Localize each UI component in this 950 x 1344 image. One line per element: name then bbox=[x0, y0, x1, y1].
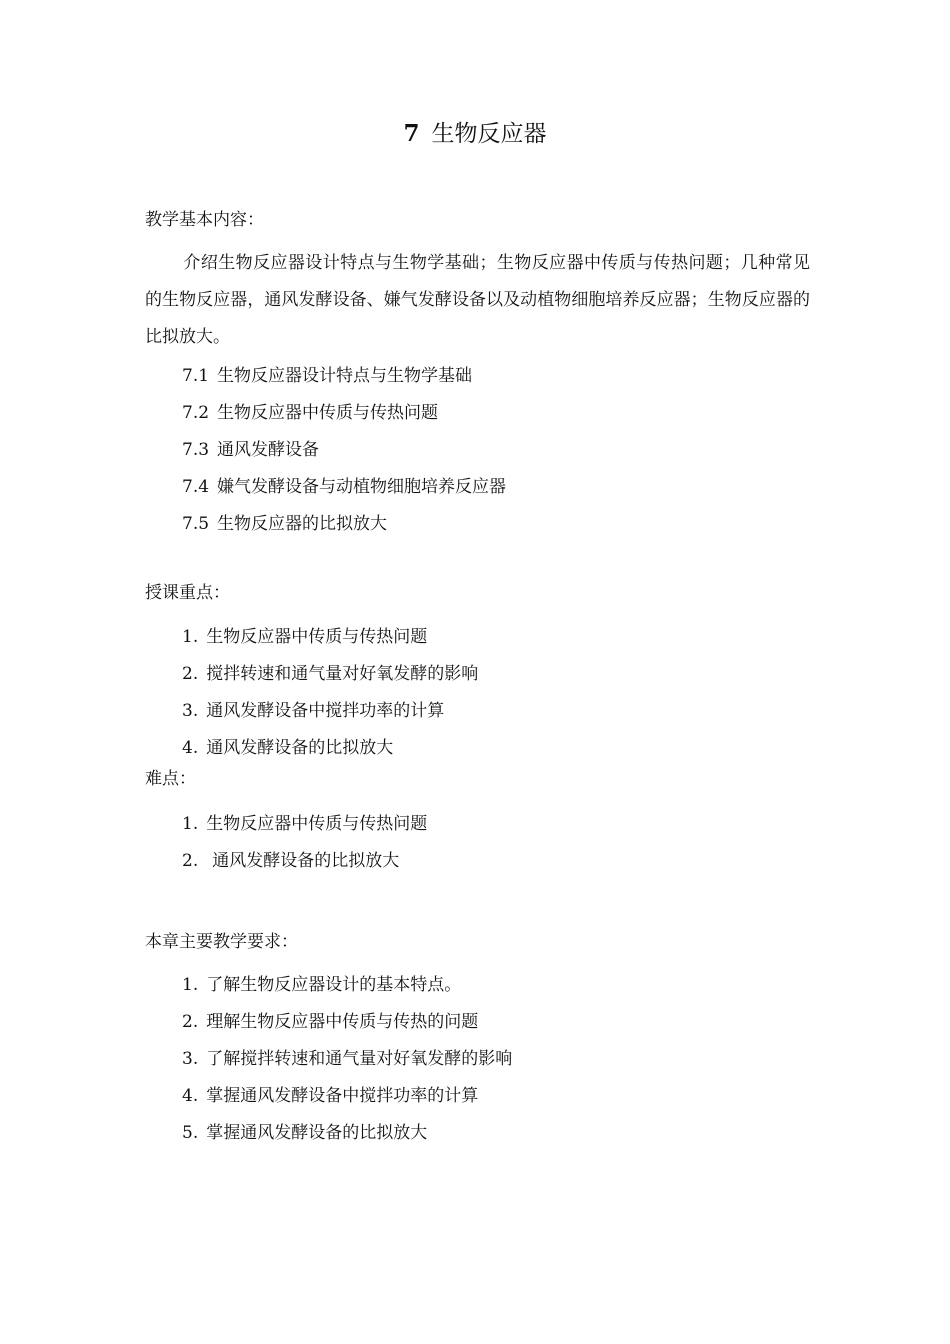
basic-content-heading: 教学基本内容： bbox=[145, 210, 264, 230]
section-text: 生物反应器中传质与传热问题 bbox=[217, 403, 439, 423]
item-text: 搅拌转速和通气量对好氧发酵的影响 bbox=[206, 664, 479, 684]
item-number: 1. bbox=[182, 627, 199, 647]
section-item bbox=[182, 475, 506, 499]
difficulties-heading: 难点： bbox=[145, 769, 196, 789]
section-item bbox=[182, 401, 438, 425]
requirement-item bbox=[182, 1121, 427, 1145]
section-number: 7.5 bbox=[182, 514, 210, 534]
section-number: 7.1 bbox=[182, 366, 210, 386]
item-number: 1. bbox=[182, 814, 199, 834]
requirement-item bbox=[182, 1084, 478, 1108]
intro-text: 介绍生物反应器设计特点与生物学基础；生物反应器中传质与传热问题；几种常见的生物反应器，通风发酵设备、嫌气发酵设备以及动植物细胞培养反应器；生物反应器的比拟放大。 bbox=[145, 253, 810, 347]
section-number: 7.4 bbox=[182, 477, 210, 497]
requirement-item bbox=[182, 973, 461, 997]
section-number: 7.3 bbox=[182, 440, 210, 460]
section-item bbox=[182, 364, 472, 388]
basic-content-intro bbox=[145, 245, 810, 356]
section-text: 生物反应器的比拟放大 bbox=[217, 514, 388, 534]
difficulty-item bbox=[182, 849, 399, 873]
item-number: 2. bbox=[182, 664, 199, 684]
item-number: 5. bbox=[182, 1123, 199, 1143]
item-text: 通风发酵设备中搅拌功率的计算 bbox=[206, 701, 445, 721]
requirements-heading: 本章主要教学要求： bbox=[145, 932, 298, 952]
section-item bbox=[182, 438, 319, 462]
item-text: 生物反应器中传质与传热问题 bbox=[206, 627, 428, 647]
key-point-item bbox=[182, 662, 478, 686]
item-number: 3. bbox=[182, 1049, 199, 1069]
key-points-heading: 授课重点： bbox=[145, 583, 230, 603]
section-text: 嫌气发酵设备与动植物细胞培养反应器 bbox=[217, 477, 507, 497]
key-point-item bbox=[182, 736, 393, 760]
item-text: 通风发酵设备的比拟放大 bbox=[206, 738, 394, 758]
requirement-item bbox=[182, 1010, 478, 1034]
section-item bbox=[182, 512, 387, 536]
item-number: 4. bbox=[182, 738, 199, 758]
item-number: 2. bbox=[182, 851, 199, 871]
key-point-item bbox=[182, 699, 444, 723]
item-number: 1. bbox=[182, 975, 199, 995]
key-point-item bbox=[182, 625, 427, 649]
requirement-item bbox=[182, 1047, 512, 1071]
item-text: 通风发酵设备的比拟放大 bbox=[212, 851, 400, 871]
difficulty-item bbox=[182, 812, 427, 836]
section-text: 生物反应器设计特点与生物学基础 bbox=[217, 366, 473, 386]
item-text: 了解搅拌转速和通气量对好氧发酵的影响 bbox=[206, 1049, 513, 1069]
item-text: 生物反应器中传质与传热问题 bbox=[206, 814, 428, 834]
item-text: 了解生物反应器设计的基本特点。 bbox=[206, 975, 462, 995]
chapter-title-text: 生物反应器 bbox=[431, 121, 547, 147]
chapter-number: 7 bbox=[403, 120, 420, 147]
item-text: 理解生物反应器中传质与传热的问题 bbox=[206, 1012, 479, 1032]
item-number: 2. bbox=[182, 1012, 199, 1032]
item-text: 掌握通风发酵设备中搅拌功率的计算 bbox=[206, 1086, 479, 1106]
item-text: 掌握通风发酵设备的比拟放大 bbox=[206, 1123, 428, 1143]
item-number: 3. bbox=[182, 701, 199, 721]
section-text: 通风发酵设备 bbox=[217, 440, 320, 460]
section-number: 7.2 bbox=[182, 403, 210, 423]
chapter-title bbox=[0, 118, 950, 150]
item-number: 4. bbox=[182, 1086, 199, 1106]
